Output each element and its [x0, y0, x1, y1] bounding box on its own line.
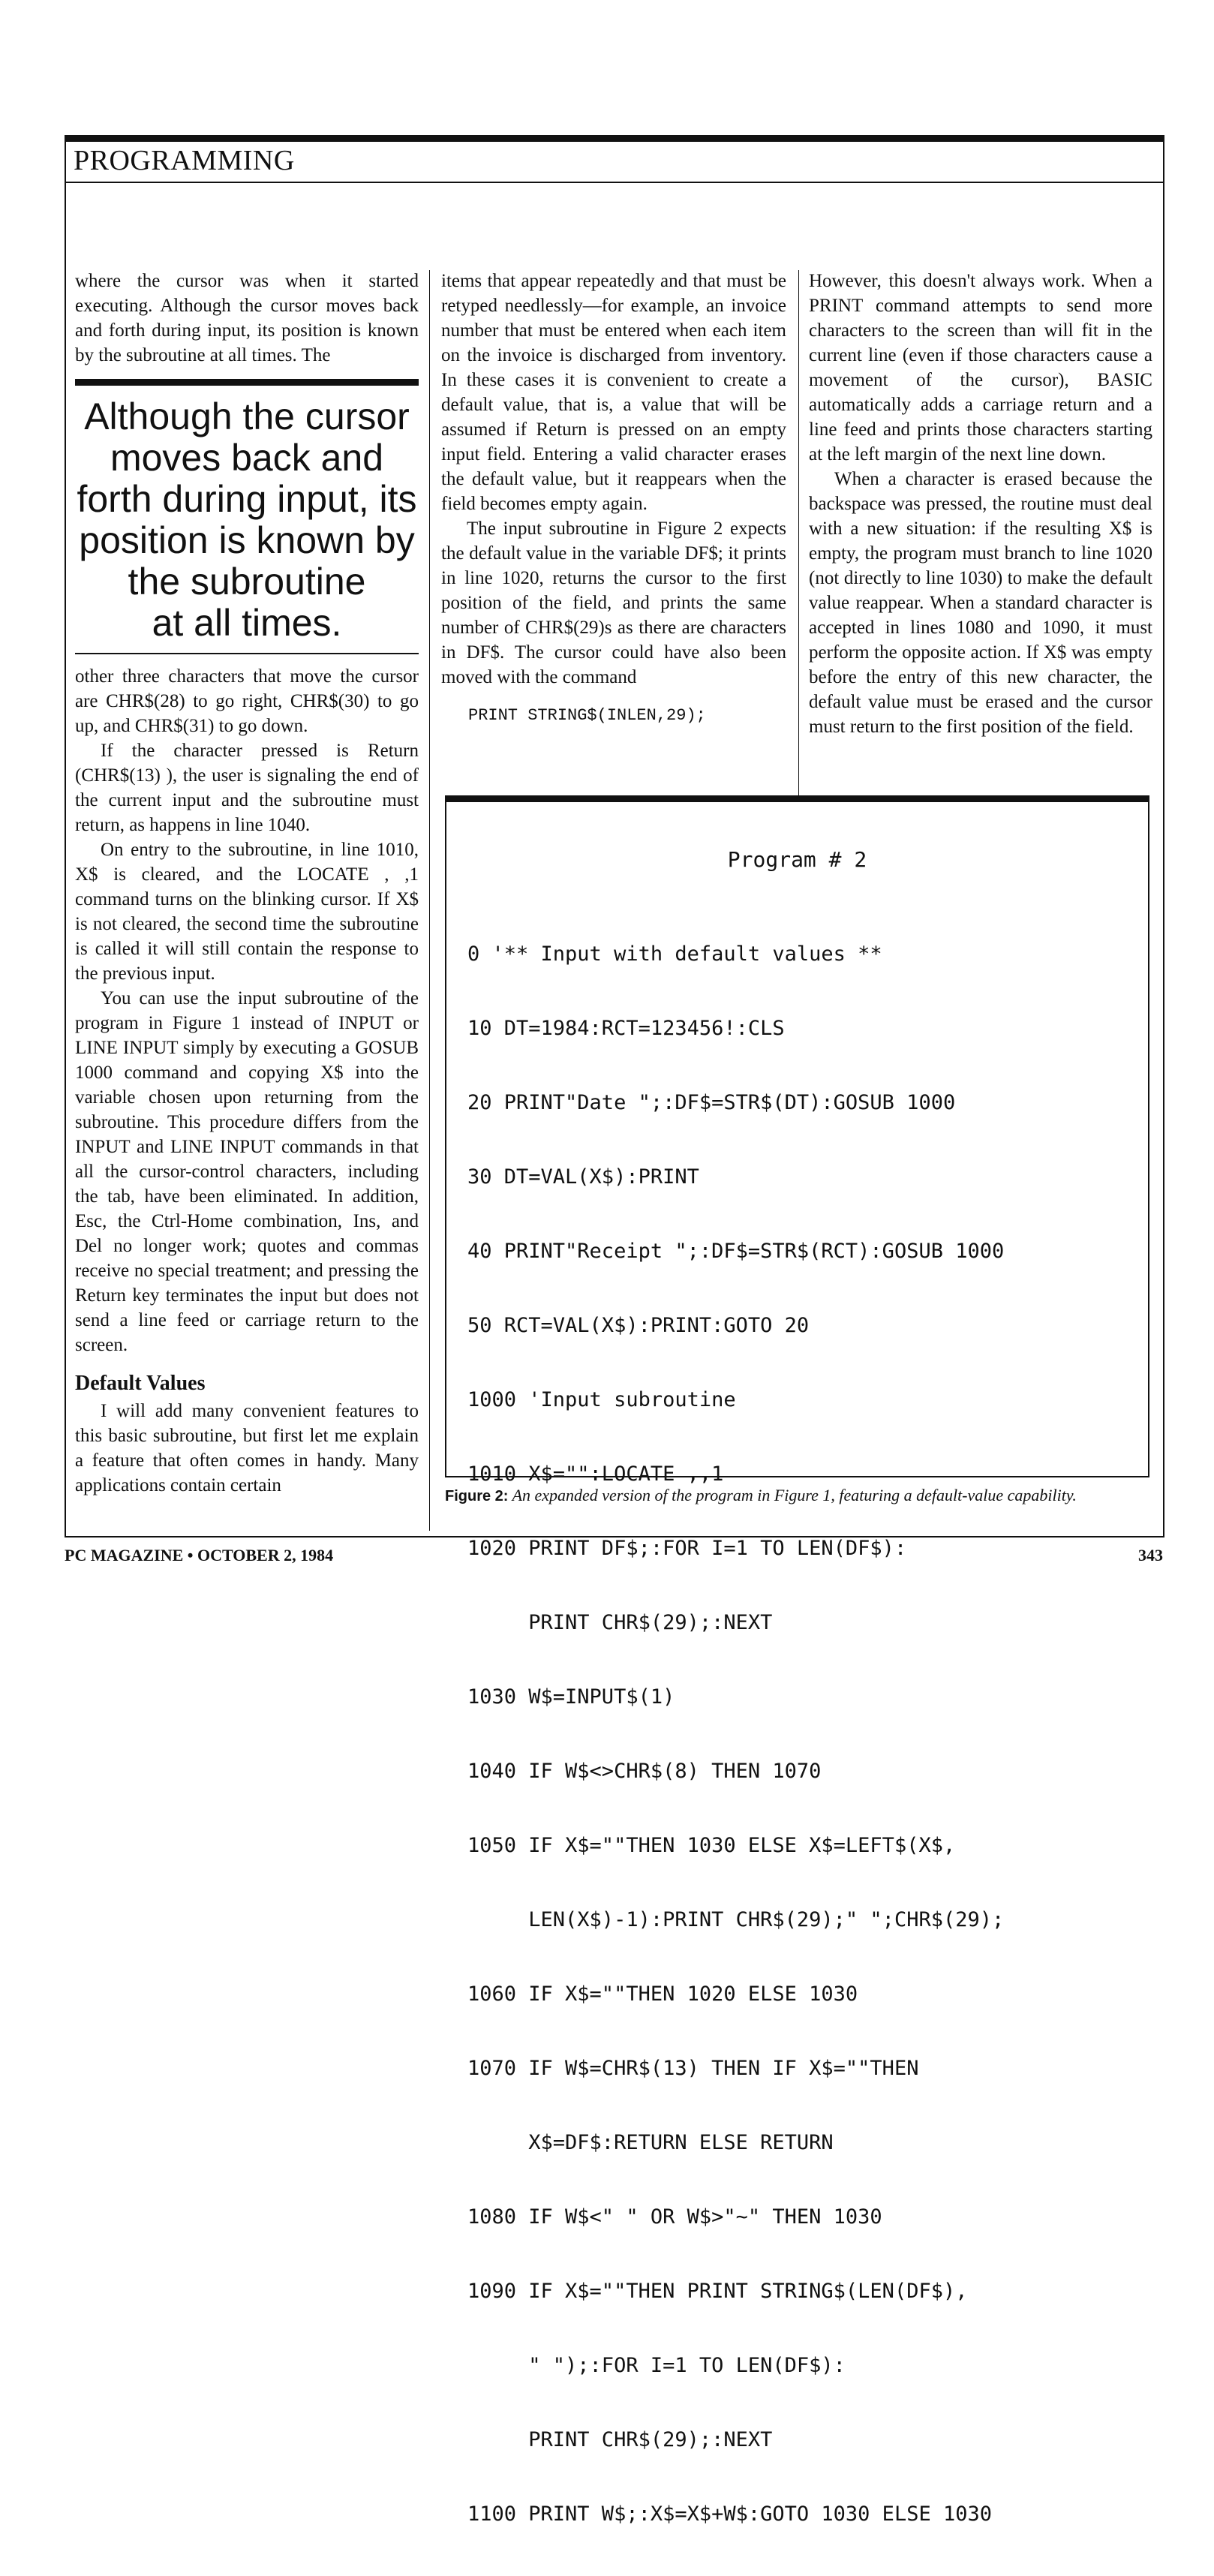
pull-quote-line: the subroutine: [128, 561, 366, 603]
section-title: PROGRAMMING: [74, 145, 295, 176]
program-listing: [467, 892, 1004, 2576]
paragraph: The input subroutine in Figure 2 expects the default value in the variable DF$; it prints in line 1020, returns the cursor to the first position of the field, and prints the same number of CHR$(29)s as there are characters in DF$. The cursor could have also been moved with the command: [441, 519, 786, 687]
code-line: 50 RCT=VAL(X$):PRINT:GOTO 20: [467, 1314, 810, 1337]
code-line: 1030 W$=INPUT$(1): [467, 1685, 675, 1709]
header-bottom-rule: [65, 182, 1164, 183]
paragraph: On entry to the subroutine, in line 1010, X$ is cleared, and the LOCATE , ,1 command turns on the blinking cursor. If X$ is not cleared, the second time the subroutine is called it will still contain the response to the previous input.: [75, 840, 419, 984]
footer-publication: PC MAGAZINE • OCTOBER 2, 1984: [65, 1546, 334, 1565]
figure-caption-label: Figure 2:: [445, 1488, 509, 1504]
column-1-top: [75, 269, 419, 368]
code-line: PRINT CHR$(29);:NEXT: [467, 2428, 773, 2451]
column-2: [441, 269, 786, 727]
paragraph: I will add many convenient features to this basic subroutine, but first let me explain a feature that often comes in handy. Many applications contain certain: [75, 1401, 419, 1495]
program-title: Program # 2: [727, 847, 867, 872]
code-line: 0 '** Input with default values **: [467, 942, 882, 966]
pull-quote-line: position is known by: [79, 519, 415, 561]
header-right-border: [1163, 139, 1164, 183]
code-line: 40 PRINT"Receipt ";:DF$=STR$(RCT):GOSUB 1000: [467, 1240, 1005, 1263]
pull-quote: [69, 396, 425, 644]
code-line: LEN(X$)-1):PRINT CHR$(29);" ";CHR$(29);: [467, 1908, 1005, 1931]
code-line: 1100 PRINT W$;:X$=X$+W$:GOTO 1030 ELSE 1030: [467, 2502, 992, 2526]
header-left-border: [65, 139, 66, 183]
paragraph: When a character is erased because the backspace was pressed, the routine must deal with a new situation: if the resulting X$ is empty, the program must branch to line 1020 (not directly to line 1030) to make the default value reappear. When a standard character is accepted in lines 1080 and 1090, it must perform the opposite action. If X$ was empty before the entry of this new character, the default value must be erased and the cursor must return to the first position of the field.: [809, 469, 1152, 737]
figure-caption-text: An expanded version of the program in Figure 1, featuring a default-value capability.: [512, 1486, 1077, 1504]
paragraph: items that appear repeatedly and that must be retyped needlessly—for example, an invoice number that must be entered when each item on the invoice is discharged from inventory. In these cases it is convenient to create a default value, that is, a value that will be assumed if Return is pressed on an empty input field. Entering a valid character erases the default value, but it reappears when the field becomes empty again.: [441, 271, 786, 514]
code-line: " ");:FOR I=1 TO LEN(DF$):: [467, 2354, 846, 2377]
paragraph: You can use the input subroutine of the program in Figure 1 instead of INPUT or LINE INPUT simply by executing a GOSUB 1000 command and copying X$ into the variable chosen upon returning from the subroutine. This procedure differs from the INPUT and LINE INPUT commands in that all the cursor-control characters, including the tab, have been eliminated. In addition, Esc, the Ctrl-Home combination, Ins, and Del no longer work; quotes and commas receive no special treatment; and pressing the Return key terminates the input but does not send a line feed or carriage return to the screen.: [75, 988, 419, 1355]
paragraph: where the cursor was when it started executing. Although the cursor moves back and forth during input, its position is known by the subroutine at all times. The: [75, 271, 419, 365]
column-1-body: [75, 664, 419, 1498]
code-line: X$=DF$:RETURN ELSE RETURN: [467, 2131, 834, 2154]
code-line: PRINT CHR$(29);:NEXT: [467, 1611, 773, 1634]
code-line: 1080 IF W$<" " OR W$>"~" THEN 1030: [467, 2205, 882, 2229]
code-line: 1090 IF X$=""THEN PRINT STRING$(LEN(DF$),: [467, 2280, 968, 2303]
subheading-default-values: Default Values: [75, 1372, 206, 1395]
column-divider-1: [429, 270, 430, 1531]
code-line: 10 DT=1984:RCT=123456!:CLS: [467, 1017, 785, 1040]
pull-quote-line: Although the cursor: [84, 395, 410, 437]
code-line: 1000 'Input subroutine: [467, 1388, 736, 1411]
pull-quote-bottom-rule: [75, 653, 419, 654]
code-line: 30 DT=VAL(X$):PRINT: [467, 1165, 699, 1189]
code-line: 1050 IF X$=""THEN 1030 ELSE X$=LEFT$(X$,: [467, 1834, 956, 1857]
code-line: 1020 PRINT DF$;:FOR I=1 TO LEN(DF$):: [467, 1537, 907, 1560]
column-divider-2: [798, 270, 799, 799]
paragraph: If the character pressed is Return (CHR$(13) ), the user is signaling the end of the current input and the subroutine must return, as happens in line 1040.: [75, 741, 419, 835]
code-line: 1060 IF X$=""THEN 1020 ELSE 1030: [467, 1982, 858, 2006]
column-3: [809, 269, 1152, 739]
page-number: 343: [1138, 1546, 1163, 1565]
pull-quote-line: at all times.: [152, 602, 342, 644]
pull-quote-line: moves back and: [110, 437, 384, 479]
paragraph: other three characters that move the cursor are CHR$(28) to go right, CHR$(30) to go up, and CHR$(31) to go down.: [75, 666, 419, 736]
code-line: 20 PRINT"Date ";:DF$=STR$(DT):GOSUB 1000: [467, 1091, 956, 1114]
pull-quote-line: forth during input, its: [77, 478, 417, 520]
pull-quote-top-rule: [75, 379, 419, 386]
frame-right-line: [1163, 183, 1164, 1537]
frame-left-line: [65, 183, 66, 1537]
code-line: 1070 IF W$=CHR$(13) THEN IF X$=""THEN: [467, 2057, 919, 2080]
paragraph: However, this doesn't always work. When a PRINT command attempts to send more characters to the screen than will fit in the current line (even if those characters cause a movement of the cursor), BASIC automatically adds a carriage return and a line feed and prints those characters starting at the left margin of the next line down.: [809, 271, 1152, 464]
figure-caption: [445, 1484, 1149, 1507]
inline-code: PRINT STRING$(INLEN,29);: [468, 706, 706, 725]
code-line: 1040 IF W$<>CHR$(8) THEN 1070: [467, 1760, 822, 1783]
code-line: 1010 X$="":LOCATE ,,1: [467, 1462, 724, 1486]
header-top-rule: [65, 135, 1164, 142]
